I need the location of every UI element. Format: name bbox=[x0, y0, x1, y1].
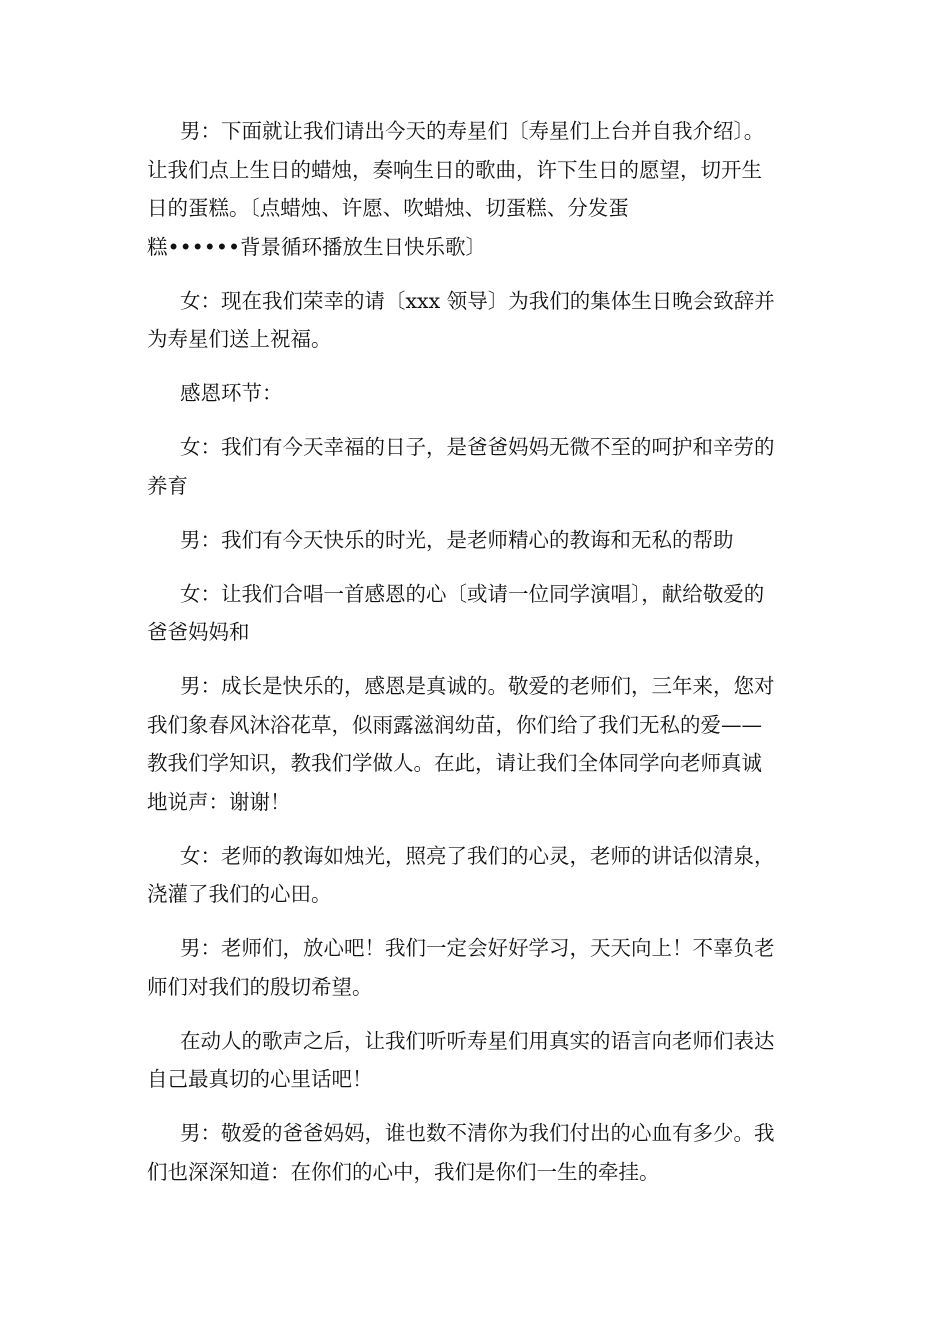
text-line: 男：成长是快乐的，感恩是真诚的。敬爱的老师们，三年来，您对 bbox=[180, 674, 775, 698]
text-line: 师们对我们的殷切希望。 bbox=[147, 974, 373, 999]
section-heading: 感恩环节： bbox=[180, 381, 283, 405]
text-line: 在动人的歌声之后，让我们听听寿星们用真实的语言向老师们表达 bbox=[180, 1028, 775, 1053]
document-page bbox=[147, 112, 807, 1207]
text-line: 为寿星们送上祝福。 bbox=[147, 327, 332, 351]
text-line: 日的蛋糕。〔点蜡烛、许愿、吹蜡烛、切蛋糕、分发蛋 bbox=[147, 196, 629, 220]
text-line: 女：让我们合唱一首感恩的心〔或请一位同学演唱〕，献给敬爱的 bbox=[180, 581, 765, 606]
text-line: 男：下面就让我们请出今天的寿星们〔寿星们上台并自我介绍〕。 bbox=[180, 119, 765, 143]
paragraph-teachers-help bbox=[147, 521, 807, 560]
paragraph-promise bbox=[147, 929, 807, 1006]
section-heading-gratitude bbox=[147, 374, 807, 413]
text-line: 教我们学知识，教我们学做人。在此，请让我们全体同学向老师真诚 bbox=[147, 751, 762, 775]
paragraph-heartfelt-words bbox=[147, 1022, 807, 1099]
paragraph-parents-care bbox=[147, 428, 807, 505]
paragraph-leader-speech bbox=[147, 282, 807, 359]
text-line: 男：我们有今天快乐的时光，是老师精心的教诲和无私的帮助 bbox=[180, 527, 734, 552]
paragraph-parents-devotion bbox=[147, 1114, 807, 1191]
text-line: 们也深深知道：在你们的心中，我们是你们一生的牵挂。 bbox=[147, 1159, 660, 1184]
paragraph-thank-teachers bbox=[147, 667, 807, 821]
text-line: 爸爸妈妈和 bbox=[147, 620, 250, 644]
paragraph-teachers-candlelight bbox=[147, 837, 807, 914]
text-line: 男：老师们，放心吧！我们一定会好好学习，天天向上！不辜负老 bbox=[180, 936, 775, 960]
text-line: 地说声：谢谢！ bbox=[147, 789, 291, 814]
text-line: 浇灌了我们的心田。 bbox=[147, 882, 332, 906]
text-line: 养育 bbox=[147, 473, 188, 498]
text-line: 自己最真切的心里话吧！ bbox=[147, 1067, 373, 1091]
text-line: 女：现在我们荣幸的请〔xxx 领导〕为我们的集体生日晚会致辞并 bbox=[180, 288, 775, 313]
paragraph-birthday-stars bbox=[147, 112, 807, 266]
text-line: 让我们点上生日的蜡烛，奏响生日的歌曲，许下生日的愿望，切开生 bbox=[147, 157, 762, 182]
text-line: 女：我们有今天幸福的日子，是爸爸妈妈无微不至的呵护和辛劳的 bbox=[180, 435, 775, 459]
text-line: 男：敬爱的爸爸妈妈，谁也数不清你为我们付出的心血有多少。我 bbox=[180, 1121, 775, 1145]
text-line: 女：老师的教诲如烛光，照亮了我们的心灵，老师的讲话似清泉， bbox=[180, 843, 775, 868]
text-line: 我们象春风沐浴花草，似雨露滋润幼苗，你们给了我们无私的爱—— bbox=[147, 712, 762, 737]
paragraph-gratitude-song bbox=[147, 575, 807, 652]
text-line: 糕••••••背景循环播放生日快乐歌〕 bbox=[147, 234, 487, 259]
